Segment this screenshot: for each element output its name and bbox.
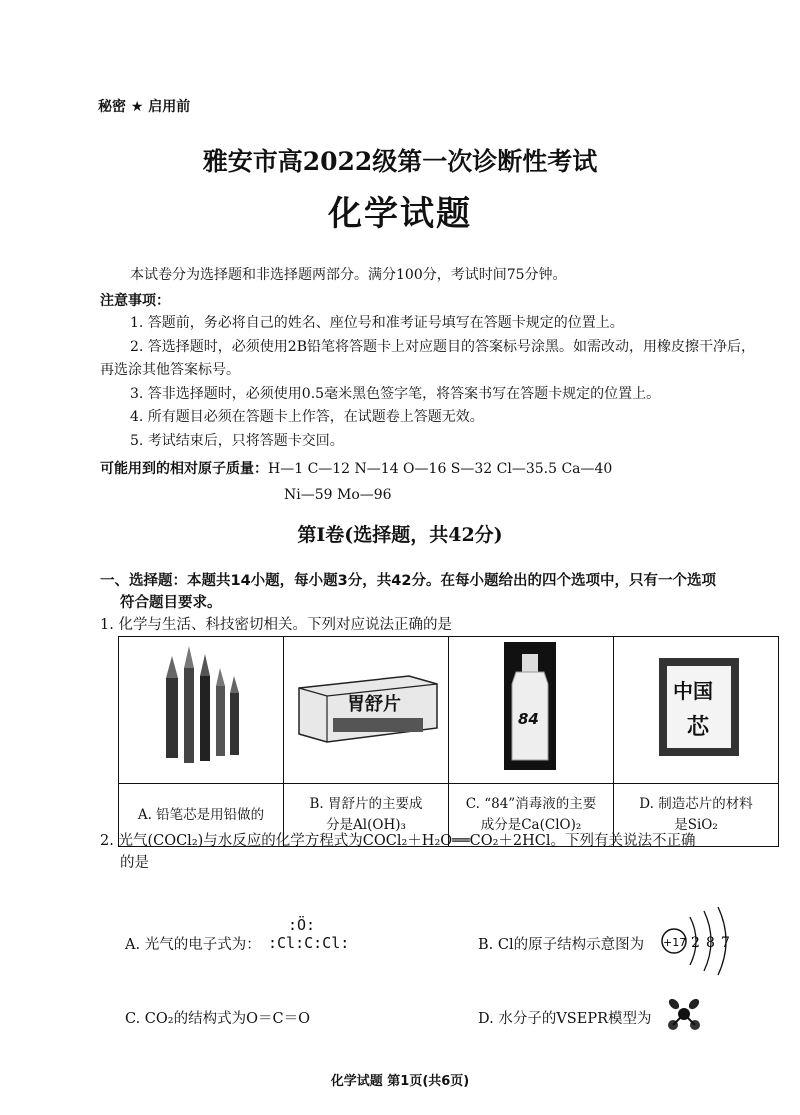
- bottle-image-cell: [449, 637, 614, 784]
- atomic-masses-label: 可能用到的相对原子质量：: [100, 461, 268, 477]
- medicine-box-image-cell: [284, 637, 449, 784]
- question-2-option-d: D. 水分子的VSEPR模型为: [478, 1011, 652, 1027]
- notice-item: 5. 考试结束后，只将答题卡交回。: [130, 432, 344, 449]
- atomic-masses-line1: H—1 C—12 N—14 O—16 S—32 Cl—35.5 Ca—40: [268, 461, 613, 477]
- page-footer: 化学试题 第1页(共6页): [330, 1074, 470, 1089]
- option-d-line1: D. 制造芯片的材料: [639, 796, 753, 812]
- question-1-table: [118, 636, 779, 847]
- lewis-structure: [268, 916, 348, 966]
- cl-atom-structure-diagram: [660, 905, 740, 977]
- shell-1-electrons: 2: [691, 935, 700, 951]
- question-2-stem: [100, 830, 780, 874]
- question-2-stem-line2: 的是: [120, 855, 149, 871]
- shell-3-electrons: 7: [721, 935, 730, 951]
- intro-text: 本试卷分为选择题和非选择题两部分。满分100分，考试时间75分钟。: [130, 267, 567, 283]
- pencil-image: [126, 638, 276, 778]
- vsepr-model-icon: [666, 996, 702, 1032]
- question-2-stem-line1: 2. 光气(COCl₂)与水反应的化学方程式为COCl₂＋H₂O══CO₂＋2HCl。下列有关说法不正确: [100, 833, 696, 849]
- nucleus-charge: +17: [663, 936, 687, 949]
- option-c-line2: 成分是Ca(ClO)₂: [480, 817, 582, 833]
- option-a: A. 铅笔芯是用铅做的: [137, 806, 265, 823]
- atomic-masses: [100, 456, 612, 508]
- chip-label-bottom: 芯: [687, 715, 710, 740]
- chip-image: [621, 638, 771, 778]
- exam-title: 雅安市高2022级第一次诊断性考试: [202, 147, 598, 176]
- part-intro: [100, 570, 765, 614]
- chip-image-cell: [614, 637, 779, 784]
- bottle-image: [456, 638, 606, 778]
- question-2-option-b: B. Cl的原子结构示意图为: [478, 937, 645, 953]
- question-2-option-c: C. CO₂的结构式为O＝C＝O: [125, 1011, 310, 1027]
- notice-list: [100, 312, 760, 453]
- chip-label-top: 中国: [673, 679, 713, 703]
- question-1-stem: 1. 化学与生活、科技密切相关。下列对应说法正确的是: [100, 617, 452, 633]
- option-d-line2: 是SiO₂: [674, 817, 718, 833]
- notice-heading: 注意事项：: [100, 293, 170, 309]
- pencil-image-cell: [119, 637, 284, 784]
- bottle-label: 84: [518, 710, 539, 728]
- part-intro-line2: 符合题目要求。: [120, 595, 222, 611]
- notice-item: 3. 答非选择题时，必须使用0.5毫米黑色签字笔，将答案书写在答题卡规定的位置上。: [130, 385, 661, 402]
- notice-item: 1. 答题前，务必将自己的姓名、座位号和准考证号填写在答题卡规定的位置上。: [130, 315, 624, 331]
- subject-title: 化学试题: [328, 194, 472, 234]
- atomic-masses-line2: Ni—59 Mo—96: [284, 487, 392, 503]
- notice-item: 4. 所有题目必须在答题卡上作答，在试题卷上答题无效。: [130, 409, 484, 425]
- notice-item: 2. 答选择题时，必须使用2B铅笔将答题卡上对应题目的答案标号涂黑。如需改动，用橡皮擦干净后，再选涂其他答案标号。: [100, 338, 756, 378]
- option-b-line2: 分是Al(OH)₃: [326, 817, 406, 833]
- lewis-bottom: :Cl:C:Cl:: [268, 934, 350, 952]
- question-2-option-a: A. 光气的电子式为：: [125, 937, 261, 953]
- medicine-box-label: 胃舒片: [347, 694, 401, 715]
- section-heading: 第Ⅰ卷(选择题，共42分): [297, 524, 503, 546]
- medicine-box-image: [291, 638, 441, 778]
- lewis-top: :Ö:: [288, 916, 316, 934]
- option-b-line1: B. 胃舒片的主要成: [309, 796, 423, 812]
- secret-label: 秘密 ★ 启用前: [98, 99, 191, 115]
- part-intro-line1: 一、选择题：本题共14小题，每小题3分，共42分。在每小题给出的四个选项中，只有一个选项: [100, 573, 716, 589]
- option-c-line1: C. “84”消毒液的主要: [465, 796, 597, 812]
- shell-2-electrons: 8: [706, 935, 715, 951]
